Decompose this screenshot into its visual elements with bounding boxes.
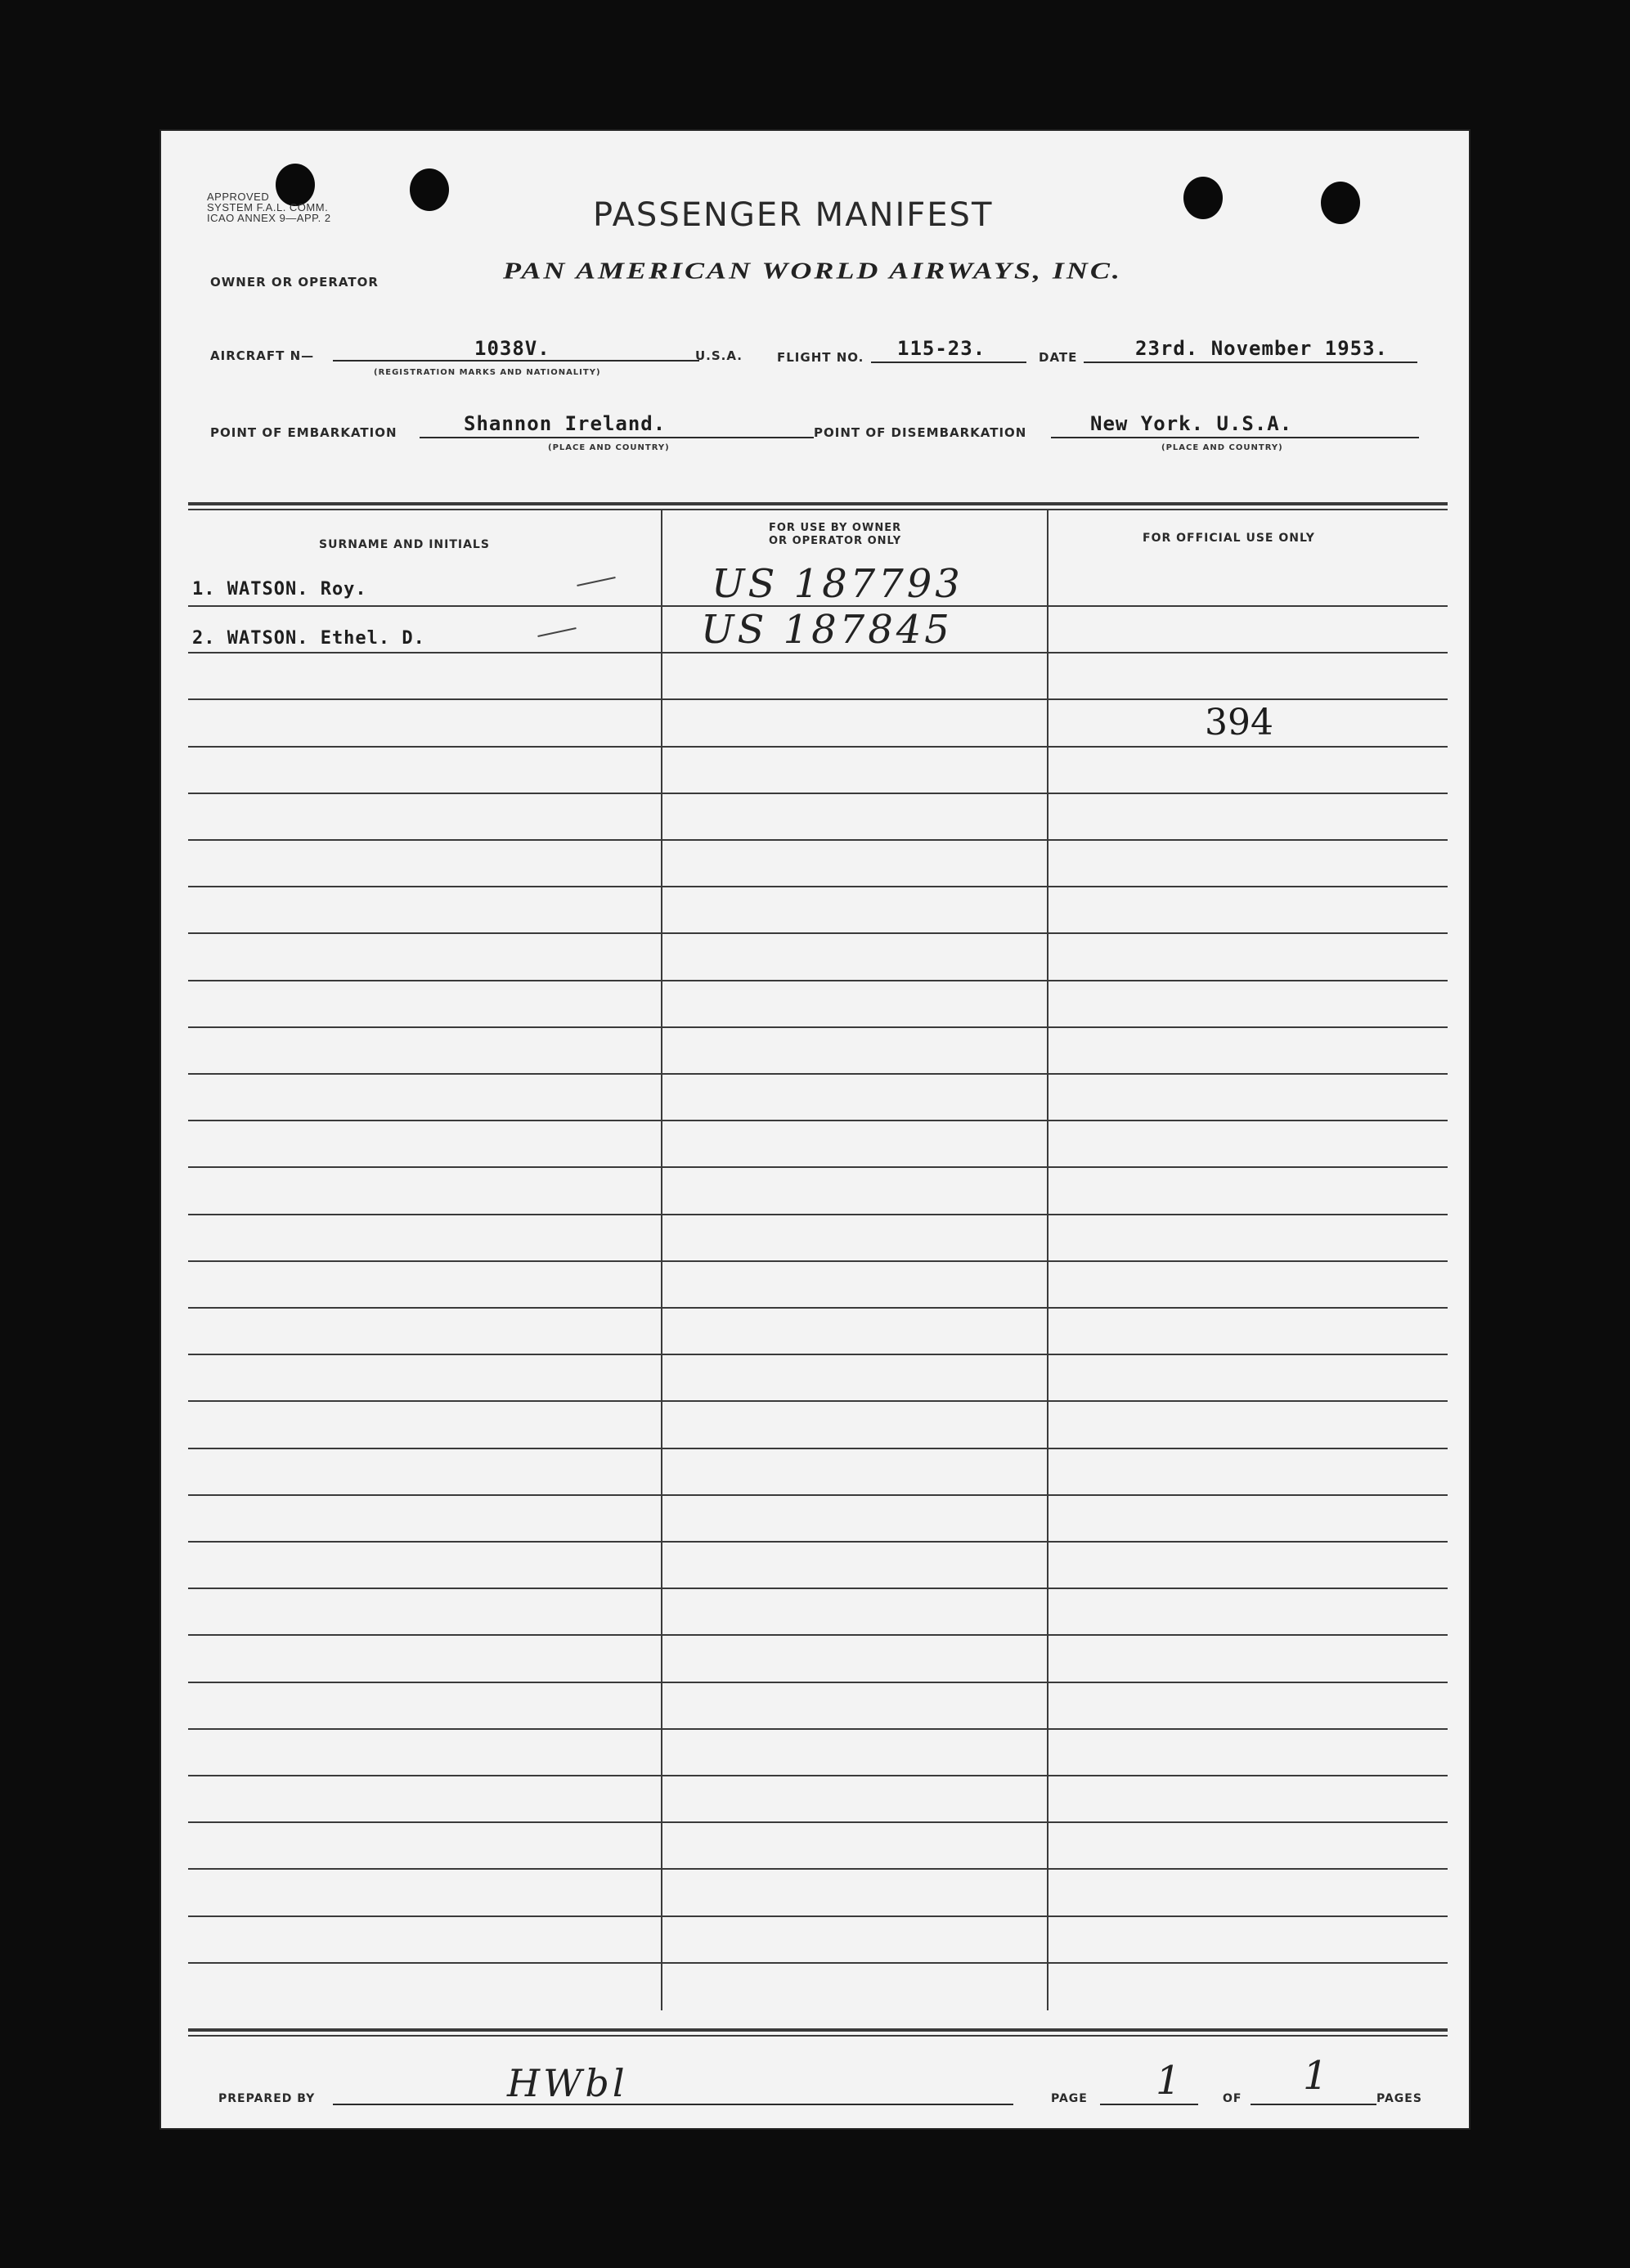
passenger-1-name: 1. WATSON. Roy. xyxy=(192,579,367,600)
approval-line-3: ICAO ANNEX 9—APP. 2 xyxy=(207,212,331,224)
header-surname: SURNAME AND INITIALS xyxy=(319,538,490,551)
disembarkation-value: New York. U.S.A. xyxy=(1090,412,1293,435)
aircraft-value: 1038V. xyxy=(474,337,550,360)
page-underline xyxy=(1100,2104,1198,2105)
check-mark-2 xyxy=(537,627,576,637)
table-top-rule xyxy=(188,502,1448,505)
header-official: FOR OFFICIAL USE ONLY xyxy=(1143,532,1315,545)
row-rule xyxy=(188,1354,1448,1355)
table-bottom-rule-2 xyxy=(188,2035,1448,2037)
flight-underline xyxy=(871,362,1026,363)
punch-hole-3 xyxy=(1183,177,1223,219)
row-rule xyxy=(188,839,1448,841)
row-rule xyxy=(188,1962,1448,1964)
table-bottom-rule xyxy=(188,2028,1448,2032)
approval-line-2: SYSTEM F.A.L. COMM. xyxy=(207,201,329,213)
table-top-rule-2 xyxy=(188,509,1448,510)
row-rule xyxy=(188,1307,1448,1309)
row-rule xyxy=(188,1728,1448,1730)
prepared-underline xyxy=(333,2104,1013,2105)
owner-value: PAN AMERICAN WORLD AIRWAYS, INC. xyxy=(503,258,1122,284)
pages-label: PAGES xyxy=(1376,2092,1422,2105)
row-rule xyxy=(188,932,1448,934)
row-rule xyxy=(188,746,1448,748)
usa-label: U.S.A. xyxy=(695,348,743,363)
row-rule xyxy=(188,1073,1448,1075)
manifest-sheet xyxy=(159,129,1471,2130)
page-value: 1 xyxy=(1156,2058,1184,2104)
header-owner-use-1: FOR USE BY OWNER xyxy=(769,522,902,534)
row-rule xyxy=(188,1448,1448,1449)
date-label: DATE xyxy=(1039,350,1078,365)
header-owner-use-2: OR OPERATOR ONLY xyxy=(769,535,902,547)
approval-note xyxy=(207,191,331,223)
passenger-2-owner-code: US 187845 xyxy=(701,607,953,653)
flight-value: 115-23. xyxy=(897,337,986,360)
row-rule xyxy=(188,1868,1448,1870)
prepared-label: PREPARED BY xyxy=(218,2092,316,2105)
row-rule xyxy=(188,980,1448,981)
aircraft-label: AIRCRAFT N— xyxy=(210,348,315,363)
of-label: OF xyxy=(1223,2092,1242,2105)
punch-hole-2 xyxy=(410,168,449,211)
of-value: 1 xyxy=(1303,2053,1331,2099)
official-number: 394 xyxy=(1205,702,1273,743)
page-label: PAGE xyxy=(1051,2092,1088,2105)
approval-line-1: APPROVED xyxy=(207,191,270,203)
row-rule xyxy=(188,1821,1448,1823)
row-rule xyxy=(188,886,1448,887)
date-value: 23rd. November 1953. xyxy=(1135,337,1388,360)
row-rule xyxy=(188,1214,1448,1215)
date-underline xyxy=(1084,362,1417,363)
row-rule xyxy=(188,1682,1448,1683)
row-rule xyxy=(188,1588,1448,1589)
check-mark-1 xyxy=(577,577,615,586)
row-rule xyxy=(188,1494,1448,1496)
disembarkation-underline xyxy=(1051,437,1419,438)
embarkation-value: Shannon Ireland. xyxy=(464,412,667,435)
disembarkation-label: POINT OF DISEMBARKATION xyxy=(814,425,1027,440)
registration-caption: (REGISTRATION MARKS AND NATIONALITY) xyxy=(374,368,601,377)
passenger-2-name: 2. WATSON. Ethel. D. xyxy=(192,628,425,649)
aircraft-underline xyxy=(333,360,699,362)
embarkation-underline xyxy=(420,437,814,438)
row-rule xyxy=(188,1915,1448,1917)
row-rule xyxy=(188,1026,1448,1028)
prepared-signature: HWbl xyxy=(507,2061,628,2105)
row-rule xyxy=(188,1400,1448,1402)
embarkation-caption: (PLACE AND COUNTRY) xyxy=(548,443,670,452)
row-rule xyxy=(188,1775,1448,1776)
passenger-1-owner-code: US 187793 xyxy=(712,561,963,607)
flight-label: FLIGHT NO. xyxy=(777,350,864,365)
row-rule xyxy=(188,1541,1448,1543)
row-rule xyxy=(188,1634,1448,1636)
row-rule xyxy=(188,1260,1448,1262)
form-title: PASSENGER MANIFEST xyxy=(593,196,994,234)
row-rule xyxy=(188,698,1448,700)
owner-label: OWNER OR OPERATOR xyxy=(210,275,379,290)
row-rule xyxy=(188,1166,1448,1168)
row-rule xyxy=(188,793,1448,794)
embarkation-label: POINT OF EMBARKATION xyxy=(210,425,397,440)
punch-hole-4 xyxy=(1321,182,1360,224)
disembarkation-caption: (PLACE AND COUNTRY) xyxy=(1161,443,1283,452)
of-underline xyxy=(1251,2104,1376,2105)
row-rule xyxy=(188,1120,1448,1121)
